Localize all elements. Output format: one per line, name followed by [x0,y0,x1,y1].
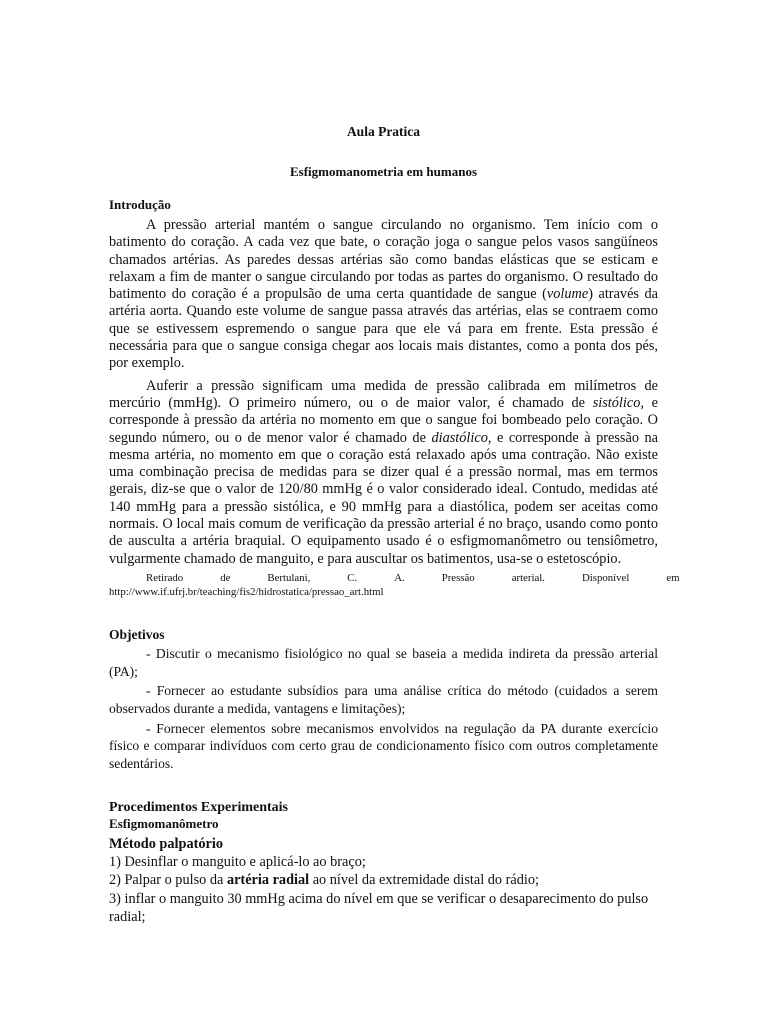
diastolico-term: diastólico [431,429,488,446]
procedimentos-heading: Procedimentos Experimentais [109,800,288,816]
arteria-radial-term: artéria radial [226,872,310,889]
ref-word: Retirado [146,571,184,584]
intro-paragraph-1: A pressão arterial mantém o sangue circulando no organismo. Tem início com o batimento do coração. A cada vez que bate, o coração joga o sangue pelos vasos sangüíneos chamados artérias. As paredes dessas artérias são como bandas elásticas que se esticam e relaxam a fim de manter o sangue circulando por todas as partes do organismo. O resultado do batimento do coração é a propulsão de uma certa quantidade de sangue (volume) através da artéria aorta. Quando este volume de sangue passa através das artérias, elas se contraem como que se estivessem espremendo o sangue para que ele vá para em frente. Esta pressão é necessária para que o sangue consiga chegar aos locais mais distantes, como a ponta dos pés, por exemplo. [109,217,658,372]
ref-word: Disponível [581,571,630,584]
ref-word: Pressão [441,571,475,584]
step-1: 1) Desinflar o manguito e aplicá-lo ao braço; [109,854,366,871]
sistolico-term: sistólico [592,394,641,411]
page-title: Aula Pratica [346,124,421,139]
intro-paragraph-2: Auferir a pressão significam uma medida de pressão calibrada em milímetros de mercúrio (mmHg). O primeiro número, ou o de maior valor, é chamado de sistólico, e corresponde à pressão da artéria no momento em que o sangue foi bombeado pelo coração. O segundo número, ou o de menor valor é chamado de diastólico, e corresponde à pressão na mesma artéria, no momento em que o coração está relaxado após uma contração. Não existe uma combinação precisa de medidas para se dizer qual é a pressão normal, mas em termos gerais, diz-se que o valor de 120/80 mmHg é o valor considerado ideal. Contudo, medidas até 140 mmHg para a pressão sistólica, e 90 mmHg para a diastólica, podem ser aceitas como normais. O local mais comum de verificação da pressão arterial é no braço, usando como ponto de ausculta a artéria braquial. O equipamento usado é o esfigmomanômetro ou tensiômetro, vulgarmente chamado de manguito, e para auscultar os batimentos, usa-se o estetoscópio. [109,377,658,567]
ref-word: Bertulani, [267,571,311,584]
objetivos-heading: Objetivos [109,627,165,643]
ref-word: A. [394,571,405,584]
esfigmomanometro-heading: Esfigmomanômetro [109,816,219,832]
procedure-steps [109,853,658,926]
reference-url: http://www.if.ufrj.br/teaching/fis2/hidrostatica/pressao_art.html [109,585,384,598]
step-3: 3) inflar o manguito 30 mmHg acima do nível em que se verificar o desaparecimento do pulso radial; [109,890,649,925]
ref-word: C. [347,571,358,584]
objetivo-item: - Discutir o mecanismo fisiológico no qual se baseia a medida indireta da pressão arterial (PA); [109,646,658,679]
step-2: 2) Palpar o pulso da artéria radial ao nível da extremidade distal do rádio; [109,872,539,889]
ref-word: arterial. [511,571,545,584]
reference-line [109,571,680,586]
ref-word: em [666,571,680,584]
metodo-palpatorio-heading: Método palpatório [109,836,223,853]
page-subtitle: Esfigmomanometria em humanos [289,164,478,179]
ref-word: de [220,571,231,584]
volume-term: volume [546,286,589,303]
objetivo-item: - Fornecer elementos sobre mecanismos envolvidos na regulação da PA durante exercício físico e comparar indivíduos com certo grau de condicionamento físico com outros completamente sedentários. [109,720,658,771]
document-content [109,124,680,926]
reference-citation [109,571,680,599]
objetivo-item: - Fornecer ao estudante subsídios para uma análise crítica do método (cuidados a serem observados durante a medida, vantagens e limitações); [109,683,658,716]
intro-heading: Introdução [109,197,171,212]
